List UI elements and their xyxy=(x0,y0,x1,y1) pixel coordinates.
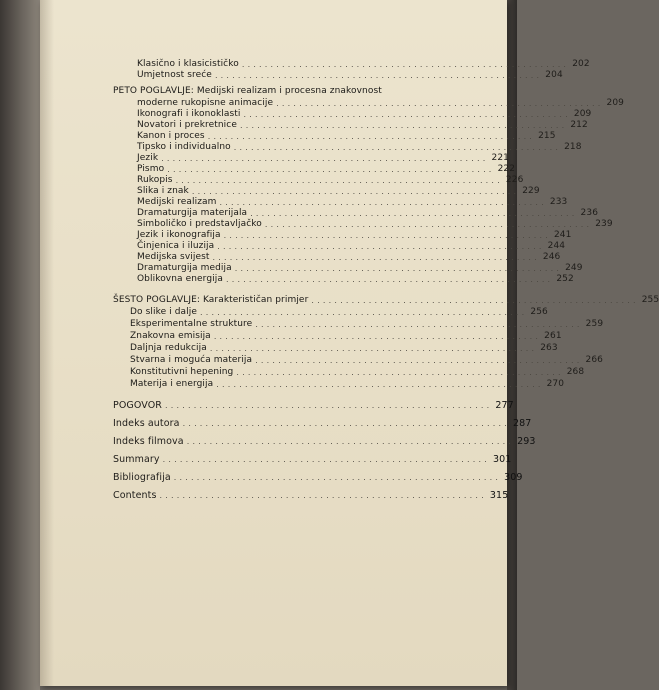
toc-entry-title: Contents xyxy=(113,490,157,501)
chapter-heading xyxy=(113,86,479,97)
toc-entry xyxy=(137,219,613,230)
toc-entry-title: Konstitutivni hepening xyxy=(130,367,234,377)
toc-entry-page: 212 xyxy=(570,120,588,130)
toc-leader-dots: ......................................................... xyxy=(239,121,568,130)
toc-entry-title: Klasično i klasicističko xyxy=(137,59,239,69)
toc-leader-dots: ......................................................... xyxy=(207,132,536,141)
toc-entry-title: Medijska svijest xyxy=(137,252,210,262)
toc-leader-dots: ......................................................... xyxy=(200,308,528,317)
toc-entry-title: Stvarna i moguća materija xyxy=(130,355,253,365)
toc-entry-title: Do slike i dalje xyxy=(130,307,198,317)
toc-leader-dots: ......................................................... xyxy=(234,264,563,273)
toc-entry-title: Tipsko i individualno xyxy=(137,142,231,152)
toc-entry-page: 222 xyxy=(497,164,516,174)
toc-entry-page: 252 xyxy=(556,274,574,284)
book-spine-shadow xyxy=(0,0,40,690)
toc-entry-title: Bibliografija xyxy=(113,472,171,483)
toc-backmatter-entry xyxy=(113,454,512,465)
toc-leader-dots: ......................................................... xyxy=(175,176,503,185)
toc-entry-page: 261 xyxy=(544,331,562,341)
toc-entry-page: 221 xyxy=(491,153,509,163)
toc-leader-dots: ......................................................... xyxy=(233,143,562,152)
toc-entry xyxy=(137,131,556,142)
table-of-contents xyxy=(40,0,659,686)
toc-leader-dots: ......................................................... xyxy=(236,368,564,377)
toc-leader-dots: ......................................................... xyxy=(173,473,502,482)
toc-leader-dots: ......................................................... xyxy=(255,356,583,365)
toc-entry-page: 270 xyxy=(546,379,565,389)
toc-entry-page: 218 xyxy=(564,142,582,152)
toc-entry-page: 209 xyxy=(573,109,592,119)
toc-backmatter-entry xyxy=(113,400,514,411)
toc-entry-page: 255 xyxy=(641,295,659,305)
toc-entry-page: 309 xyxy=(504,472,523,483)
chapter-heading-line2: moderne rukopisne animacije xyxy=(137,98,274,108)
toc-entry-title: Pismo xyxy=(137,164,165,174)
chapter-heading-line1: PETO POGLAVLJE: Medijski realizam i procesna znakovnost xyxy=(113,86,382,96)
toc-entry xyxy=(137,230,572,241)
toc-leader-dots: ......................................................... xyxy=(209,344,538,353)
toc-entry-page: 268 xyxy=(566,367,585,377)
toc-backmatter-entry xyxy=(113,418,532,429)
toc-entry-title: Simboličko i predstavljačko xyxy=(137,219,262,229)
toc-entry-title: Znakovna emisija xyxy=(130,331,211,341)
toc-entry-page: 287 xyxy=(512,418,532,429)
toc-leader-dots: ......................................................... xyxy=(264,220,593,229)
toc-leader-dots: ......................................................... xyxy=(162,455,490,464)
toc-leader-dots: ......................................................... xyxy=(186,437,515,446)
toc-entry-page: 233 xyxy=(549,197,568,207)
toc-entry-title: Jezik i ikonografija xyxy=(137,230,221,240)
toc-entry-page: 215 xyxy=(538,131,556,141)
toc-entry-title: Činjenica i iluzija xyxy=(137,241,215,251)
toc-leader-dots: ......................................................... xyxy=(255,320,583,329)
toc-leader-dots: ......................................................... xyxy=(216,380,544,389)
toc-entry-title: POGOVOR xyxy=(113,400,162,411)
chapter-heading-continuation xyxy=(137,98,625,109)
toc-entry-title: Slika i znak xyxy=(137,186,189,196)
toc-leader-dots: ......................................................... xyxy=(276,99,604,108)
toc-entry-title: Ikonografi i ikonoklasti xyxy=(137,109,241,119)
toc-entry xyxy=(137,197,568,208)
toc-entry-page: 256 xyxy=(530,307,548,317)
toc-entry-page: 263 xyxy=(540,343,558,353)
toc-entry-title: Umjetnost sreće xyxy=(137,70,212,80)
toc-entry xyxy=(137,175,524,186)
toc-entry xyxy=(130,379,565,390)
toc-leader-dots: ......................................................... xyxy=(212,253,540,262)
toc-entry xyxy=(130,367,585,378)
toc-entry-page: 204 xyxy=(545,70,563,80)
book-page xyxy=(40,0,659,686)
toc-entry xyxy=(137,263,583,274)
toc-leader-dots: ......................................................... xyxy=(225,275,554,284)
toc-entry xyxy=(130,355,603,366)
toc-leader-dots: ......................................................... xyxy=(165,401,493,410)
toc-leader-dots: ......................................................... xyxy=(214,71,543,80)
toc-entry-page: 315 xyxy=(489,490,509,501)
toc-entry-page: 239 xyxy=(595,219,613,229)
toc-entry xyxy=(137,208,599,219)
chapter-heading xyxy=(113,295,659,306)
toc-leader-dots: ......................................................... xyxy=(311,296,639,305)
toc-entry xyxy=(137,59,590,70)
toc-entry-page: 249 xyxy=(565,263,583,273)
toc-entry-title: Medijski realizam xyxy=(137,197,217,207)
toc-entry-title: Dramaturgija medija xyxy=(137,263,232,273)
toc-entry xyxy=(137,109,592,120)
toc-entry xyxy=(137,142,582,153)
toc-entry-title: Oblikovna energija xyxy=(137,274,223,284)
toc-entry-page: 229 xyxy=(522,186,540,196)
toc-leader-dots: ......................................................... xyxy=(243,110,571,119)
toc-leader-dots: ......................................................... xyxy=(191,187,520,196)
toc-entry-page: 209 xyxy=(606,98,625,108)
toc-leader-dots: ......................................................... xyxy=(241,60,570,69)
toc-entry-title: Dramaturgija materijala xyxy=(137,208,248,218)
toc-entry-page: 202 xyxy=(572,59,590,69)
toc-entry xyxy=(137,274,574,285)
toc-entry xyxy=(130,319,604,330)
toc-leader-dots: ......................................................... xyxy=(161,154,489,163)
toc-backmatter-entry xyxy=(113,490,509,501)
chapter-heading-title: ŠESTO POGLAVLJE: Karakterističan primjer xyxy=(113,295,309,305)
toc-entry xyxy=(137,252,561,263)
toc-entry xyxy=(130,307,548,318)
toc-entry-page: 241 xyxy=(553,230,572,240)
toc-leader-dots: ......................................................... xyxy=(167,165,495,174)
toc-leader-dots: ......................................................... xyxy=(223,231,551,240)
toc-leader-dots: ......................................................... xyxy=(159,491,487,500)
toc-entry-title: Materija i energija xyxy=(130,379,214,389)
toc-entry-title: Indeks filmova xyxy=(113,436,184,447)
toc-entry-title: Novatori i prekretnice xyxy=(137,120,237,130)
toc-entry-page: 236 xyxy=(580,208,599,218)
toc-entry xyxy=(137,120,588,131)
toc-entry-title: Summary xyxy=(113,454,160,465)
toc-entry-page: 244 xyxy=(547,241,566,251)
toc-leader-dots: ......................................................... xyxy=(219,198,547,207)
toc-entry-page: 226 xyxy=(505,175,524,185)
toc-entry-title: Kanon i proces xyxy=(137,131,205,141)
toc-entry-page: 293 xyxy=(517,436,536,447)
toc-entry xyxy=(130,343,558,354)
toc-entry xyxy=(137,164,516,175)
toc-entry-page: 277 xyxy=(495,400,514,411)
toc-entry xyxy=(137,70,563,81)
toc-entry-title: Eksperimentalne strukture xyxy=(130,319,253,329)
toc-entry xyxy=(130,331,562,342)
toc-backmatter-entry xyxy=(113,472,523,483)
toc-entry-page: 301 xyxy=(492,454,512,465)
toc-entry xyxy=(137,153,509,164)
toc-entry xyxy=(137,186,540,197)
toc-entry-title: Indeks autora xyxy=(113,418,180,429)
toc-entry-title: Jezik xyxy=(137,153,159,163)
toc-leader-dots: ......................................................... xyxy=(250,209,578,218)
toc-backmatter-entry xyxy=(113,436,536,447)
toc-entry-page: 266 xyxy=(585,355,603,365)
toc-entry-title: Rukopis xyxy=(137,175,173,185)
toc-leader-dots: ......................................................... xyxy=(182,419,510,428)
toc-entry-title: Daljnja redukcija xyxy=(130,343,207,353)
toc-entry-page: 246 xyxy=(542,252,561,262)
toc-leader-dots: ......................................................... xyxy=(217,242,545,251)
toc-entry-page: 259 xyxy=(585,319,604,329)
toc-entry xyxy=(137,241,566,252)
toc-leader-dots: ......................................................... xyxy=(213,332,542,341)
